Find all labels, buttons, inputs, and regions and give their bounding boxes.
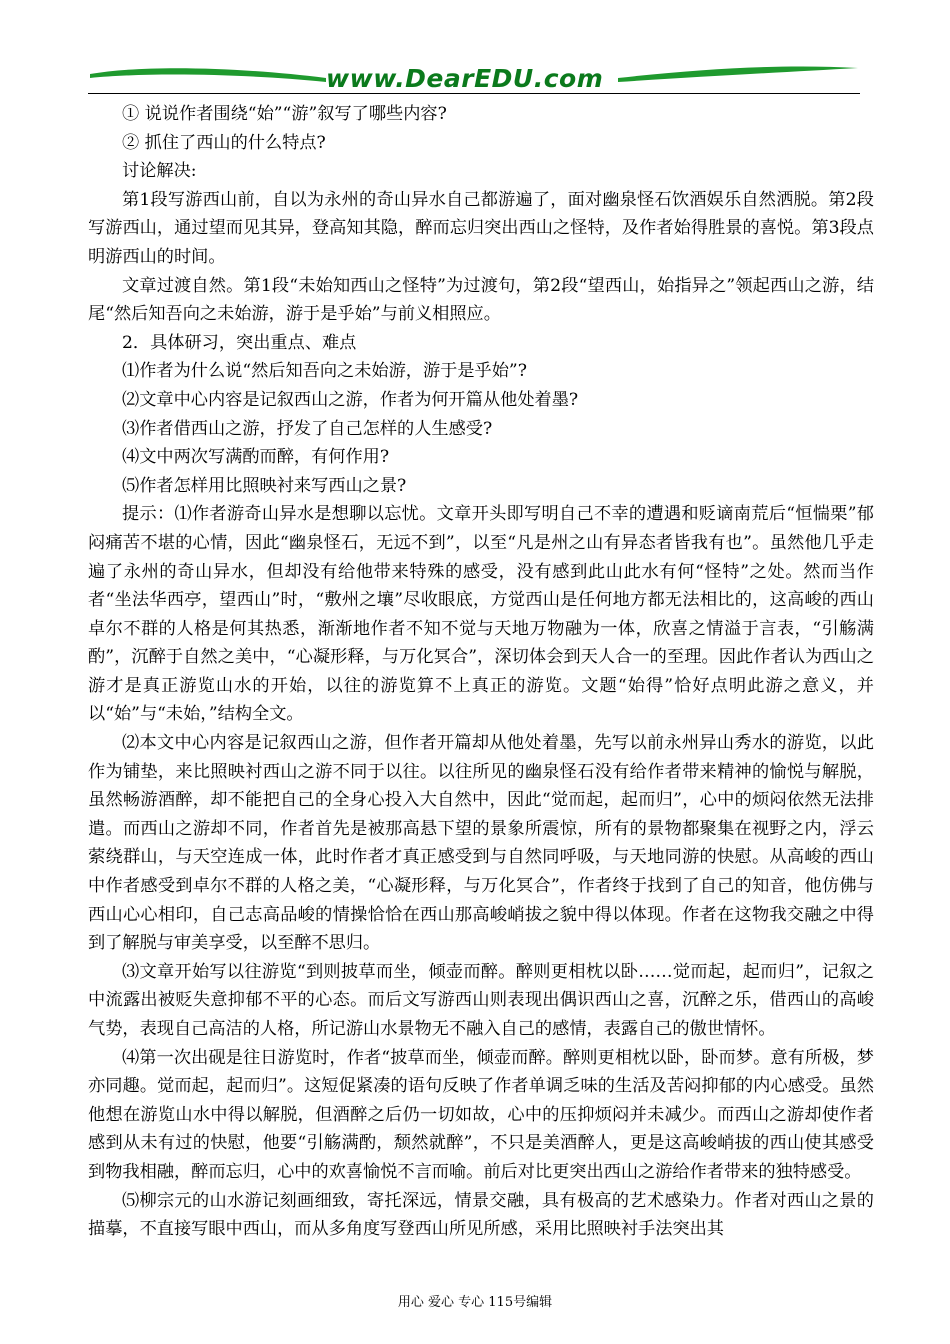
question-1: ① 说说作者围绕“始”“游”叙写了哪些内容? bbox=[122, 104, 447, 124]
answer-paragraph: 提示：⑴作者游奇山异水是想聊以忘忧。文章开头即写明自己不幸的遭遇和贬谪南荒后“恒惴栗”郁闷痛苦不堪的心情，因此“幽泉怪石，无远不到”，以至“凡是州之山有异态者皆我有也”。虽然他几乎走遍了永州的奇山异水，但却没有给他带来特殊的感受，没有感到此山此水有何“怪特”之处。然而当作者“坐法华西亭，望西山”时，“敷州之壤”尽收眼底，方觉西山是任何地方都无法相比的，这高峻的西山卓尔不群的人格是何其热悉，渐渐地作者不知不觉与天地万物融为一体，欣喜之情溢于言表，“引觞满酌”，沉醉于自然之美中，“心凝形释，与万化冥合”，深切体会到天人合一的至理。因此作者认为西山之游才是真正游览山水的开始，以往的游览算不上真正的游览。文题“始得”恰好点明此游之意义，并以“始”与“未始，”结构全文。 bbox=[88, 504, 874, 725]
paragraph: 第1段写游西山前，自以为永州的奇山异水自己都游遍了，面对幽泉怪石饮酒娱乐自然洒脱。第2段写游西山，通过望而见其异，登高知其隐，醉而忘归突出西山之怪特，及作者始得胜景的喜悦。第3段点明游西山的时间。 bbox=[88, 189, 874, 267]
site-header bbox=[88, 60, 860, 96]
study-question: ⑷文中两次写满酌而醉，有何作用? bbox=[122, 447, 390, 468]
answer-paragraph: ⑸柳宗元的山水游记刻画细致，寄托深远，情景交融，具有极高的艺术感染力。作者对西山之景的描摹，不直接写眼中西山，而从多角度写登西山所见所感，采用比照映衬手法突出其 bbox=[88, 1190, 874, 1240]
study-question: ⑸作者怎样用比照映衬来写西山之景? bbox=[122, 475, 407, 496]
document-body bbox=[88, 100, 874, 1244]
site-logo: www.DearEDU.com bbox=[326, 64, 604, 93]
answer-paragraph: ⑶文章开始写以往游览“到则披草而坐，倾壶而醉。醉则更相枕以卧……觉而起，起而归”，记叙之中流露出被贬失意抑郁不平的心态。而后文写游西山则表现出偶识西山之喜，沉醉之乐，借西山的高峻气势，表现自己高洁的人格，所记游山水景物无不融入自己的感情，表露自己的傲世情怀。 bbox=[88, 961, 874, 1039]
study-question: ⑵文章中心内容是记叙西山之游，作者为何开篇从他处着墨? bbox=[122, 389, 579, 410]
question-2: ② 抓住了西山的什么特点? bbox=[122, 132, 326, 153]
study-question: ⑶作者借西山之游，抒发了自己怎样的人生感受? bbox=[122, 418, 493, 439]
study-question: ⑴作者为什么说“然后知吾向之未始游，游于是乎始”? bbox=[122, 361, 527, 382]
header-rule bbox=[88, 93, 860, 94]
section-heading: 2．具体研习，突出重点、难点 bbox=[122, 332, 357, 353]
discussion-heading: 讨论解决: bbox=[122, 161, 197, 182]
answer-paragraph: ⑵本文中心内容是记叙西山之游，但作者开篇却从他处着墨，先写以前永州异山秀水的游览，以此作为铺垫，来比照映衬西山之游不同于以往。以往所见的幽泉怪石没有给作者带来精神的愉悦与解脱，虽然畅游酒醉，却不能把自己的全身心投入大自然中，因此“觉而起，起而归”，心中的烦闷依然无法排遣。而西山之游却不同，作者首先是被那高悬下望的景象所震惊，所有的景物都聚集在视野之内，浮云萦绕群山，与天空连成一体，此时作者才真正感受到与自然同呼吸，与天地同游的快慰。从高峻的西山中作者感受到卓尔不群的人格之美，“心凝形释，与万化冥合”，作者终于找到了自己的知音，他仿佛与西山心心相印，自己志高品峻的情操恰恰在西山那高峻峭拔之貌中得以体现。作者在这物我交融之中得到了解脱与审美享受，以至醉不思归。 bbox=[88, 733, 874, 954]
paragraph: 文章过渡自然。第1段“未始知西山之怪特”为过渡句，第2段“望西山，始指异之”领起西山之游，结尾“然后知吾向之未始游，游于是乎始”与前义相照应。 bbox=[88, 275, 874, 325]
page-footer: 用心 爱心 专心 115号编辑 bbox=[397, 1295, 553, 1310]
answer-paragraph: ⑷第一次出砚是往日游览时，作者“披草而坐，倾壶而醉。醉则更相枕以卧，卧而梦。意有所极，梦亦同趣。觉而起，起而归”。这短促紧凑的语句反映了作者单调乏味的生活及苦闷抑郁的内心感受。虽然他想在游览山水中得以解脱，但酒醉之后仍一切如故，心中的压抑烦闷并未减少。而西山之游却使作者感到从未有过的快慰，他要“引觞满酌，颓然就醉”，不只是美酒醉人，更是这高峻峭拔的西山使其感受到物我相融，醉而忘归，心中的欢喜愉悦不言而喻。前后对比更突出西山之游给作者带来的独特感受。 bbox=[88, 1047, 874, 1182]
